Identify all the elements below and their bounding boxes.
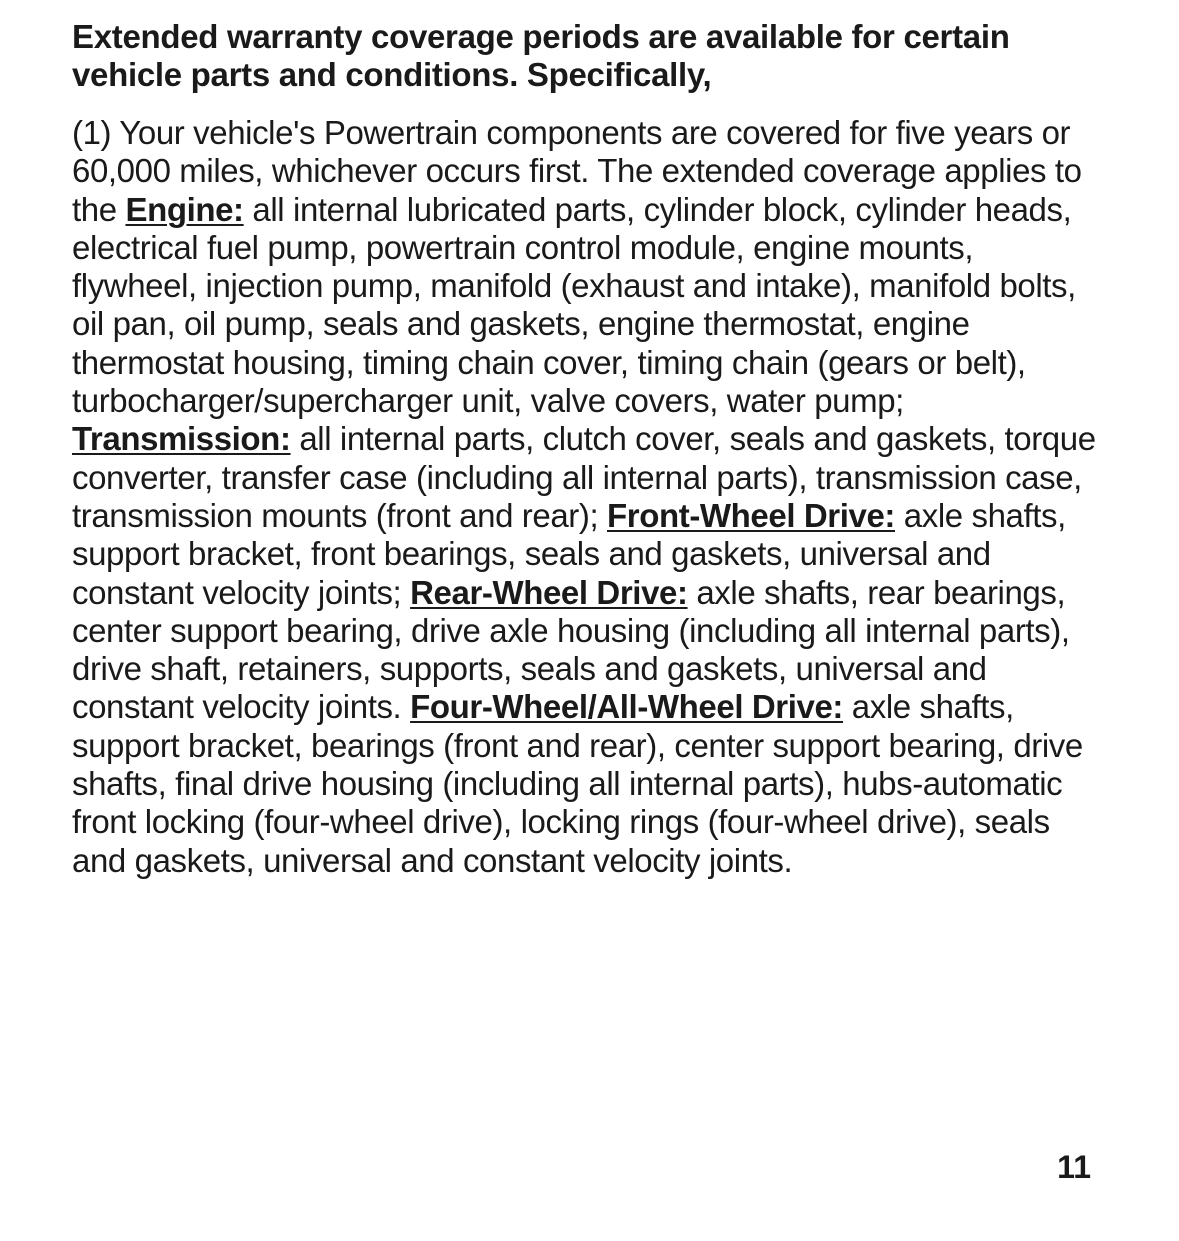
engine-parts-text: all internal lubricated parts, cylinder block, cylinder heads, electrical fuel pump, powertrain control module, engine mounts, flywheel, injection pump, manifold (exhaust and intake), manifold bolts, oil pan, oil pump, seals and gaskets, engine thermostat, engine thermostat housing, timing chain cover, timing chain (gears or belt), turbocharger/supercharger unit, valve covers, water pump; (72, 190, 1076, 420)
page-number: 11 (1057, 1149, 1091, 1185)
section-heading: Extended warranty coverage periods are available for certain vehicle parts and conditions. Specifically, (72, 18, 1010, 93)
intro-text: (1) Your vehicle's Powertrain components are covered for five years or 60,000 miles, whichever occurs first. The extended coverage applies to the (72, 114, 1082, 228)
term-four-wheel-all-wheel-drive: Four-Wheel/All-Wheel Drive: (410, 688, 844, 726)
term-front-wheel-drive: Front-Wheel Drive: (607, 496, 895, 534)
coverage-paragraph (72, 114, 1102, 880)
rear-wheel-drive-parts-text: axle shafts, rear bearings, center support bearing, drive axle housing (including all internal parts), drive shaft, retainers, supports, seals and gaskets, universal and constant velocity joints. (72, 573, 1070, 726)
term-transmission: Transmission: (72, 420, 291, 458)
term-engine: Engine: (125, 190, 244, 228)
term-rear-wheel-drive: Rear-Wheel Drive: (410, 573, 688, 611)
four-wheel-drive-parts-text: axle shafts, support bracket, bearings (front and rear), center support bearing, drive shafts, final drive housing (including all internal parts), hubs-automatic front locking (four-wheel drive), locking rings (four-wheel drive), seals and gaskets, universal and constant velocity joints. (72, 688, 1083, 879)
transmission-parts-text: all internal parts, clutch cover, seals and gaskets, torque converter, transfer case (including all internal parts), transmission case, transmission mounts (front and rear); (72, 420, 1096, 534)
document-page (72, 18, 1102, 880)
front-wheel-drive-parts-text: axle shafts, support bracket, front bearings, seals and gaskets, universal and constant velocity joints; (72, 496, 1066, 611)
